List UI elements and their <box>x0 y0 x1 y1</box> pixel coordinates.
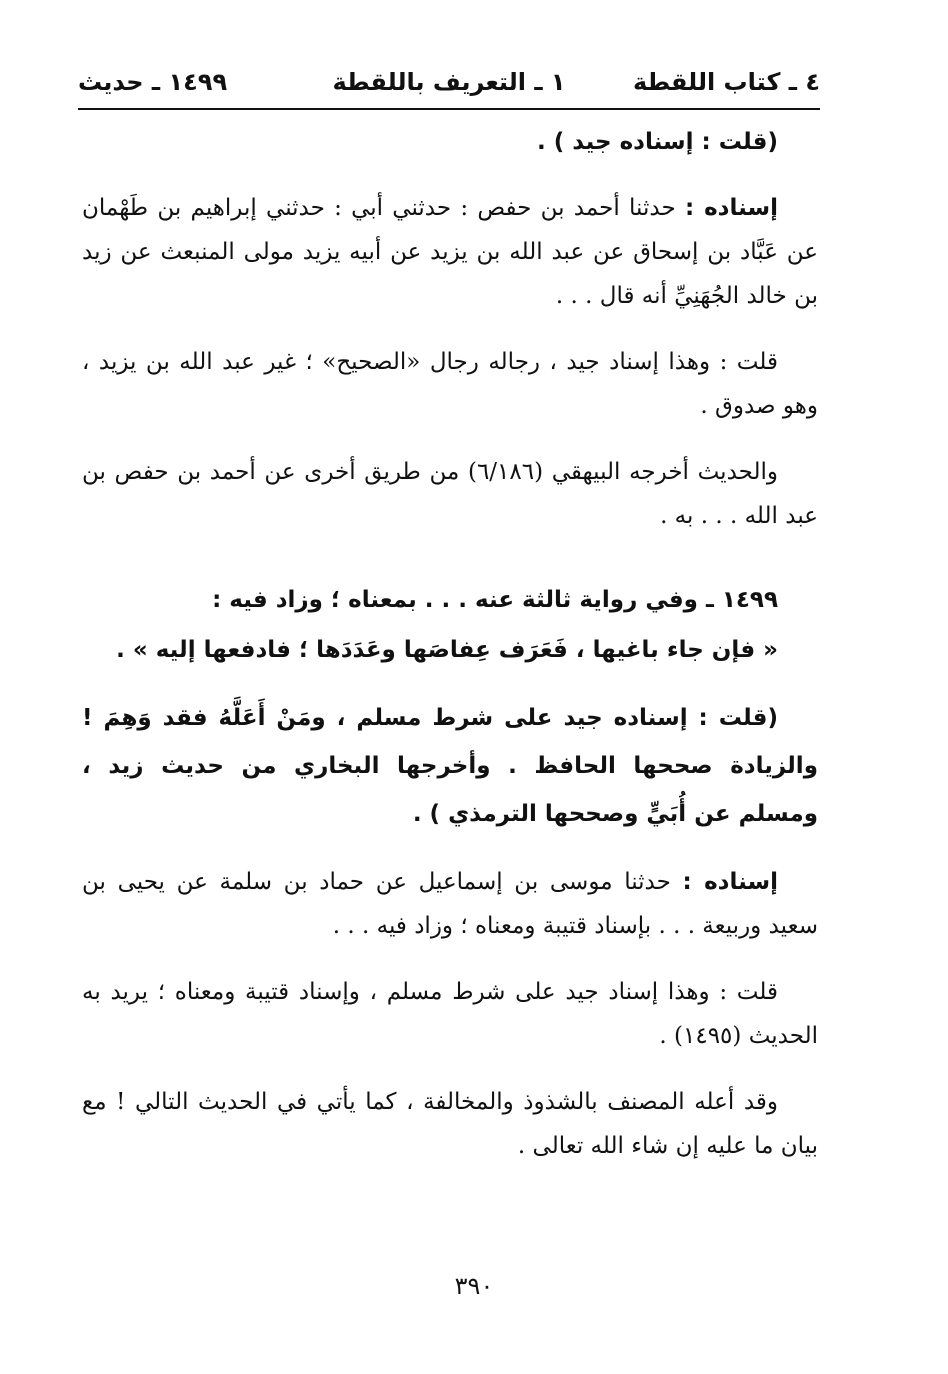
running-header <box>78 62 820 106</box>
header-book-title: ٤ ـ كتاب اللقطة <box>632 68 820 96</box>
hadith-text <box>82 628 818 672</box>
paragraph-text: (قلت : إسناده جيد على شرط مسلم ، ومَنْ أَعَلَّهُ فقد وَهِمَ ! والزيادة صححها الحافظ . وأخرجها البخاري من حديث زيد ، ومسلم عن أُبَيٍّ وصححها الترمذي ) . <box>82 705 818 827</box>
paragraph-comment-2 <box>82 970 818 1058</box>
header-hadith-number: ١٤٩٩ ـ حديث <box>78 68 228 96</box>
paragraph-grading-1 <box>82 120 818 164</box>
paragraph-takhrij-1 <box>82 450 818 538</box>
paragraph-text: (قلت : إسناده جيد ) . <box>537 129 778 155</box>
page-body <box>82 120 818 1190</box>
header-chapter-title: ١ ـ التعريف باللقطة <box>332 68 566 96</box>
paragraph-text: حدثنا أحمد بن حفص : حدثني أبي : حدثني إبراهيم بن طَهْمان عن عَبَّاد بن إسحاق عن عبد الله بن يزيد عن أبيه يزيد مولى المنبعث عن زيد بن خالد الجُهَنِيِّ أنه قال . . . <box>82 195 818 309</box>
paragraph-lead: إسناده : <box>682 869 778 895</box>
paragraph-comment-3 <box>82 1080 818 1168</box>
paragraph-comment-1 <box>82 340 818 428</box>
paragraph-text: وقد أعله المصنف بالشذوذ والمخالفة ، كما يأتي في الحديث التالي ! مع بيان ما عليه إن شاء الله تعالى . <box>82 1089 818 1159</box>
paragraph-grading-2 <box>82 694 818 838</box>
header-divider <box>78 108 820 110</box>
paragraph-text: والحديث أخرجه البيهقي (٦/١٨٦) من طريق أخرى عن أحمد بن حفص بن عبد الله . . . به . <box>82 459 818 529</box>
paragraph-isnad-1 <box>82 186 818 318</box>
hadith-heading <box>82 578 818 622</box>
paragraph-text: « فإن جاء باغيها ، فَعَرَف عِفاصَها وعَدَدَها ؛ فادفعها إليه » . <box>116 637 778 663</box>
paragraph-lead: إسناده : <box>684 195 778 221</box>
paragraph-text: حدثنا موسى بن إسماعيل عن حماد بن سلمة عن يحيى بن سعيد وربيعة . . . بإسناد قتيبة ومعناه ؛ وزاد فيه . . . <box>82 869 818 939</box>
paragraph-text: قلت : وهذا إسناد جيد على شرط مسلم ، وإسناد قتيبة ومعناه ؛ يريد به الحديث (١٤٩٥) . <box>82 979 818 1049</box>
paragraph-text: ١٤٩٩ ـ وفي رواية ثالثة عنه . . . بمعناه ؛ وزاد فيه : <box>212 587 778 613</box>
page-number: ٣٩٠ <box>454 1272 494 1300</box>
paragraph-isnad-2 <box>82 860 818 948</box>
paragraph-text: قلت : وهذا إسناد جيد ، رجاله رجال «الصحيح» ؛ غير عبد الله بن يزيد ، وهو صدوق . <box>82 349 818 419</box>
